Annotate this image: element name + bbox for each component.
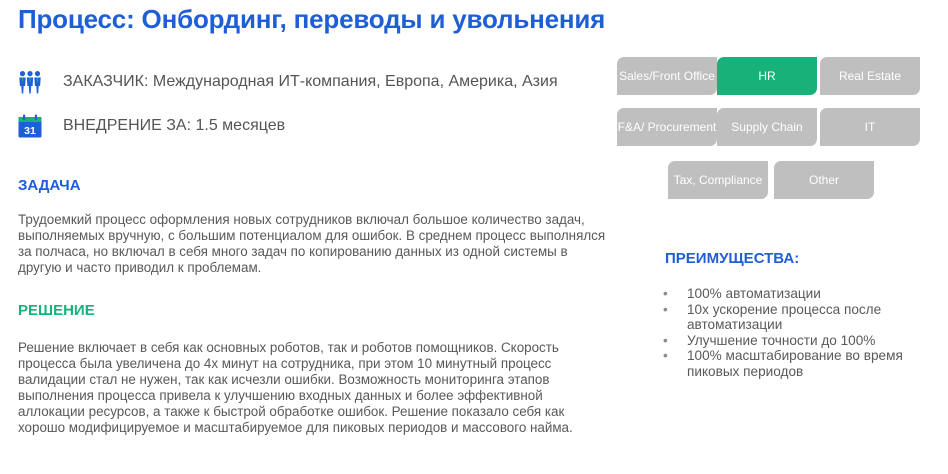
tile-supply-chain: Supply Chain: [717, 108, 817, 146]
duration-text: ВНЕДРЕНИЕ ЗА: 1.5 месяцев: [63, 117, 286, 134]
tile-it: IT: [820, 108, 920, 146]
tile-other: Other: [774, 161, 874, 199]
page-title: Процесс: Онбординг, переводы и увольнения: [18, 4, 606, 34]
solution-heading: РЕШЕНИЕ: [18, 302, 95, 319]
solution-body: Решение включает в себя как основных роботов, так и роботов помощников. Скорость процесса была увеличена до 4х минут на сотрудника, при этом 10 минутный процесс валидации стал не нужен, так как исчезли ошибки. Возможность мониторинга этапов выполнения процесса привела к улучшению входных данных и более эффективной аллокации ресурсов, а также к быстрой обработке ошибок. Решение показало себя как хорошо модифицируемое и масштабируемое для пиковых периодов и массового найма.: [18, 340, 573, 435]
tile-sales-front-office: Sales/Front Office: [617, 57, 717, 95]
tile-real-estate: Real Estate: [820, 57, 920, 95]
client-text: ЗАКАЗЧИК: Международная ИТ-компания, Европа, Америка, Азия: [63, 73, 558, 90]
task-body: Трудоемкий процесс оформления новых сотрудников включал большое количество задач, выполняемых вручную, с большим потенциалом для ошибок. В среднем процесс выполнялся за полчаса, но включал в себя много задач по копированию данных из одной системы в другую и часто приводил к проблемам.: [18, 212, 606, 275]
calendar-icon: [18, 114, 42, 138]
benefit-item: • Улучшение точности до 100%: [663, 333, 933, 349]
people-icon: [18, 70, 42, 94]
benefits-list: [663, 286, 933, 379]
calendar-icon-label: 31: [24, 125, 36, 137]
duration-row: [18, 114, 285, 138]
client-row: [18, 70, 558, 94]
benefit-item: • 10x ускорение процесса после автоматизации: [663, 302, 933, 333]
benefit-item: • 100% автоматизации: [663, 286, 933, 302]
benefits-heading: ПРЕИМУЩЕСТВА:: [665, 250, 800, 267]
benefit-item: • 100% масштабирование во время пиковых периодов: [663, 348, 933, 379]
tile-hr: HR: [717, 57, 817, 95]
tile-fa-procurement: F&A/ Procurement: [617, 108, 717, 146]
task-heading: ЗАДАЧА: [18, 177, 81, 194]
tile-tax-compliance: Tax, Compliance: [668, 161, 768, 199]
